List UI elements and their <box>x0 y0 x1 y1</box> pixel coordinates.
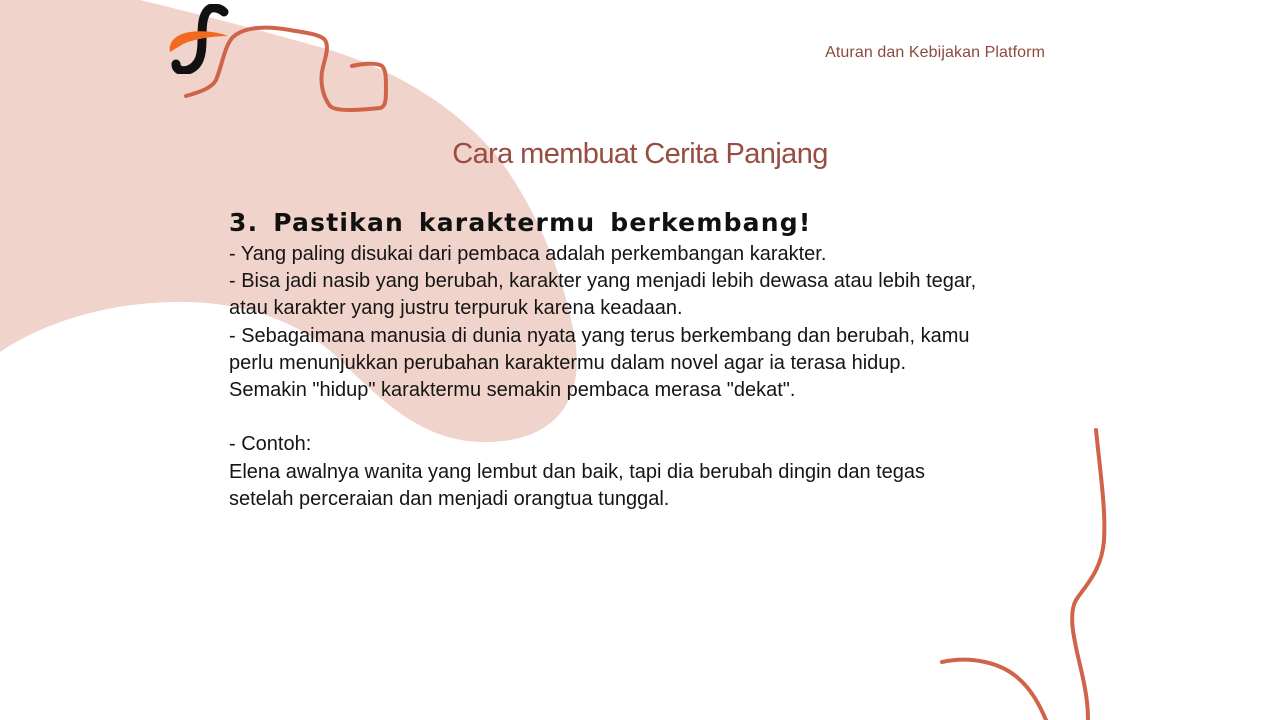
slide-content <box>229 206 1069 513</box>
squiggle-line-bottom <box>942 660 1046 720</box>
page-title <box>0 138 1280 171</box>
section-heading: 3. Pastikan karaktermu berkembang! <box>229 208 812 237</box>
body-line: atau karakter yang justru terpuruk karena keadaan. <box>229 297 683 320</box>
example-label: - Contoh: <box>229 433 312 456</box>
example-line: Elena awalnya wanita yang lembut dan baik, tapi dia berubah dingin dan tegas <box>229 460 926 483</box>
body-line: - Bisa jadi nasib yang berubah, karakter yang menjadi lebih dewasa atau lebih tegar, <box>229 270 977 293</box>
squiggle-line-right <box>1072 430 1104 720</box>
example-line: setelah perceraian dan menjadi orangtua tunggal. <box>229 487 670 510</box>
body-line: perlu menunjukkan perubahan karaktermu dalam novel agar ia terasa hidup. <box>229 351 907 374</box>
header-section-label: Aturan dan Kebijakan Platform <box>825 44 1045 61</box>
page-title-text: Cara membuat Cerita Panjang <box>452 138 828 170</box>
body-line: - Sebagaimana manusia di dunia nyata yang terus berkembang dan berubah, kamu <box>229 324 970 347</box>
paragraph-spacer <box>229 404 1069 431</box>
body-line: Semakin "hidup" karaktermu semakin pembaca merasa "dekat". <box>229 379 796 402</box>
body-line: - Yang paling disukai dari pembaca adalah perkembangan karakter. <box>229 243 827 265</box>
brand-f-logo-icon <box>166 4 232 74</box>
